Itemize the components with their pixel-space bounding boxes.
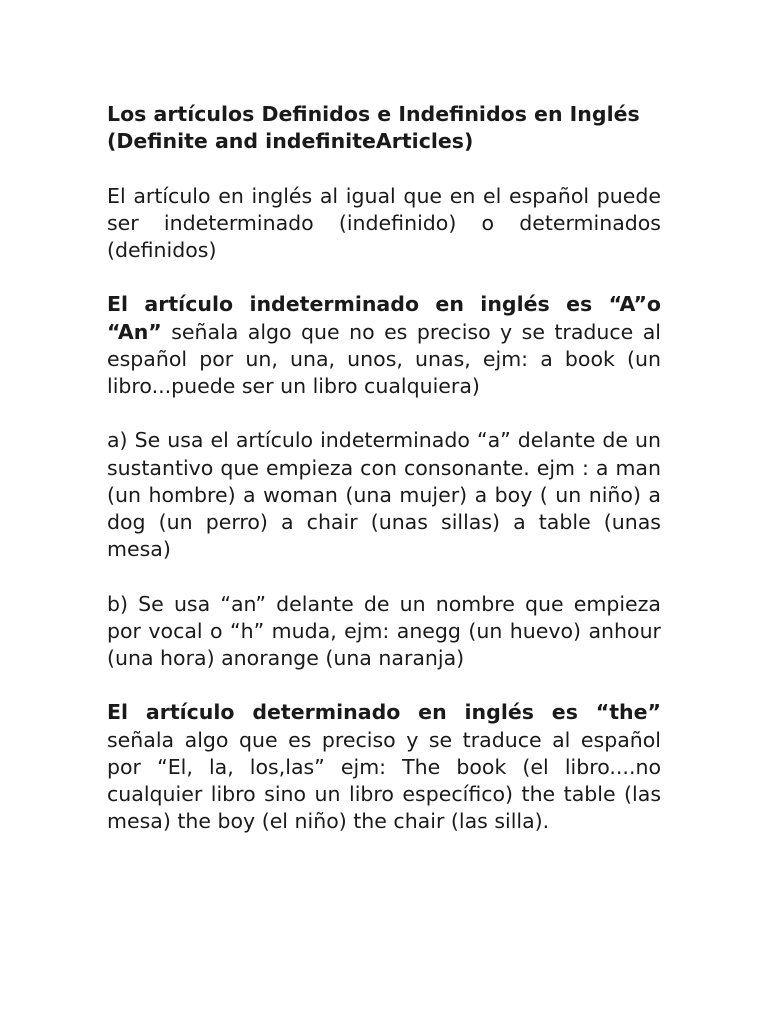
rule-a-paragraph: a) Se usa el artículo indeterminado “a” delante de un sustantivo que empieza con consonante. ejm : a man (un hombre) a woman (una mujer) a boy ( un niño) a dog (un perro) a chair (unas sillas) a table (unas mesa) — [107, 428, 661, 562]
intro-paragraph: El artículo en inglés al igual que en el español puede ser indeterminado (indefinido) o determinados (definidos) — [107, 183, 661, 262]
definite-article-text: señala algo que es preciso y se traduce al español por “El, la, los,las” ejm: The book (el libro....no cualquier libro sino un libro específico) the table (las mesa) the boy (el niño) the chair (las silla). — [107, 727, 661, 834]
indefinite-article-heading: El artículo indeterminado en inglés es “A”o “An” — [107, 292, 661, 344]
rule-b-paragraph: b) Se usa “an” delante de un nombre que empieza por vocal o “h” muda, ejm: anegg (un huevo) anhour (una hora) anorange (una naranja) — [107, 591, 661, 670]
indefinite-article-text: señala algo que no es preciso y se traduce al español por un, una, unos, unas, ejm: a book (un libro...puede ser un libro cualquiera) — [107, 319, 661, 398]
document-page — [107, 101, 661, 835]
document-title: Los artículos Definidos e Indefinidos en Inglés (Definite and indefiniteArticles) — [107, 102, 640, 154]
definite-article-heading: El artículo determinado en inglés es “the” — [107, 700, 661, 725]
definite-article-paragraph — [107, 699, 661, 835]
indefinite-article-paragraph — [107, 291, 661, 400]
